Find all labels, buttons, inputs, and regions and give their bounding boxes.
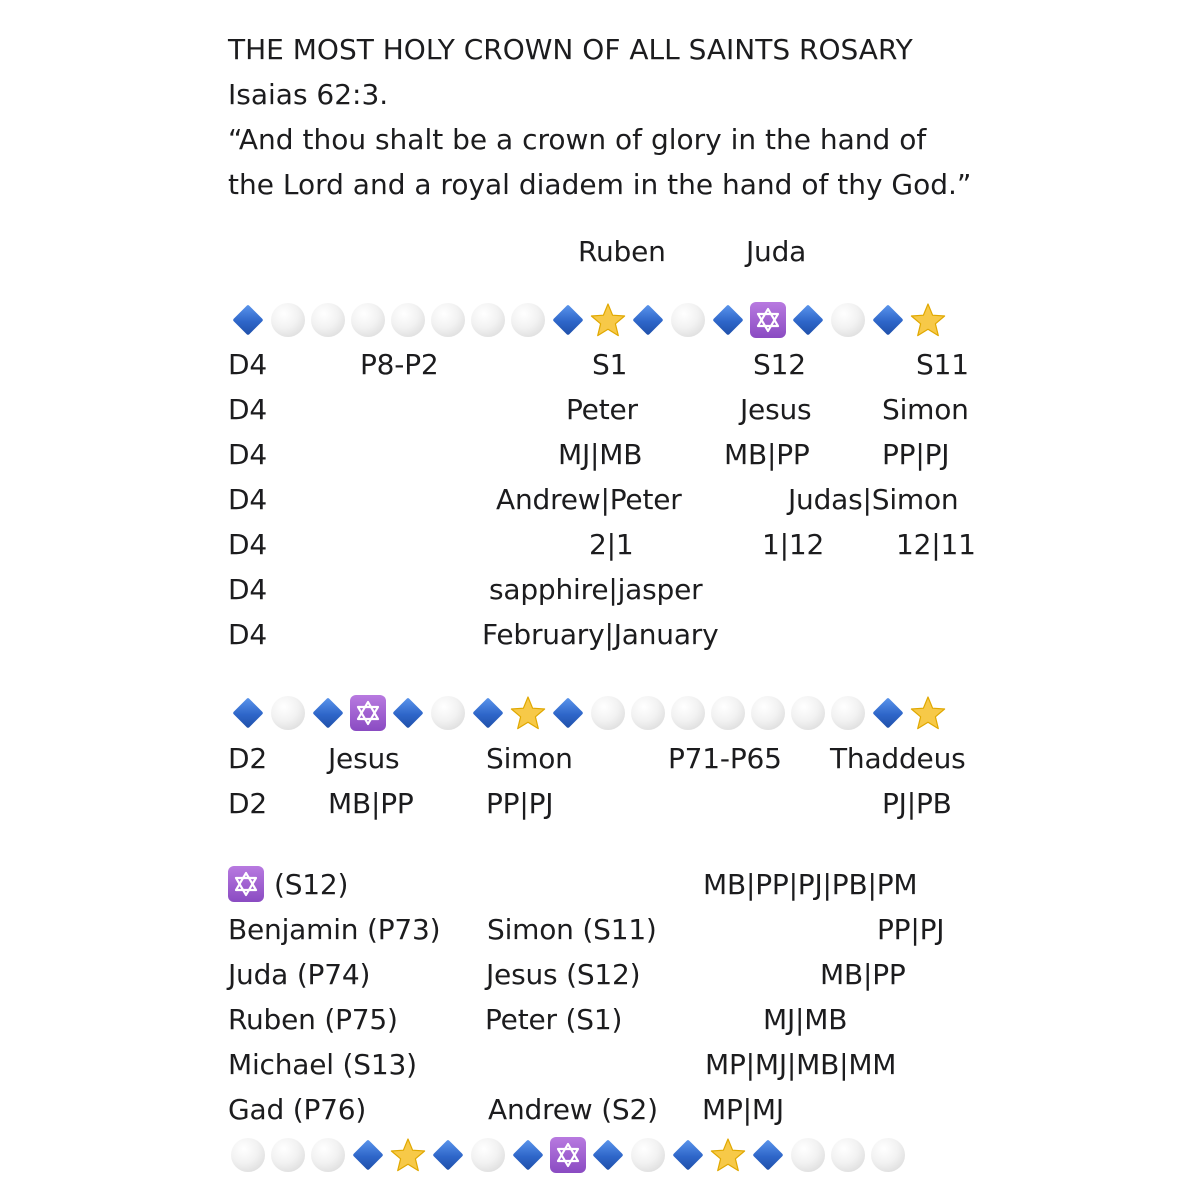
- blue-diamond-icon: [868, 300, 908, 340]
- blue-diamond-icon: [308, 693, 348, 733]
- saint-name: Peter: [566, 393, 638, 426]
- pair-code: MP|MJ: [702, 1093, 784, 1126]
- name-pair: Andrew|Peter: [496, 483, 682, 516]
- blue-diamond-icon: [508, 1135, 548, 1175]
- row-label: D4: [228, 438, 267, 471]
- white-circle-icon: [668, 300, 708, 340]
- document-title: THE MOST HOLY CROWN OF ALL SAINTS ROSARY: [228, 33, 913, 66]
- white-circle-icon: [428, 693, 468, 733]
- blue-diamond-icon: [548, 300, 588, 340]
- quote-line-2: the Lord and a royal diadem in the hand of thy God.”: [228, 168, 972, 201]
- saint-name: Simon: [486, 742, 573, 775]
- name-pair: Judas|Simon: [788, 483, 959, 516]
- white-circle-icon: [748, 693, 788, 733]
- white-circle-icon: [308, 300, 348, 340]
- white-circle-icon: [268, 300, 308, 340]
- row-label: D4: [228, 618, 267, 651]
- stone-pair: sapphire|jasper: [489, 573, 703, 606]
- pair-code: PP|PJ: [882, 438, 950, 471]
- row-label: D4: [228, 528, 267, 561]
- saint-name: Jesus: [328, 742, 400, 775]
- white-circle-icon: [268, 1135, 308, 1175]
- blue-diamond-icon: [468, 693, 508, 733]
- white-circle-icon: [788, 1135, 828, 1175]
- blue-diamond-icon: [428, 1135, 468, 1175]
- pair-code: PP|PJ: [877, 913, 945, 946]
- blue-diamond-icon: [388, 693, 428, 733]
- blue-diamond-icon: [668, 1135, 708, 1175]
- pair-code: MB|PP: [820, 958, 906, 991]
- white-circle-icon: [828, 300, 868, 340]
- row-label: D2: [228, 787, 267, 820]
- star-of-david-icon: [348, 693, 388, 733]
- blue-diamond-icon: [348, 1135, 388, 1175]
- star-icon: [508, 693, 548, 733]
- month-pair: February|January: [482, 618, 719, 651]
- pearl-range: P71-P65: [668, 742, 782, 775]
- blue-diamond-icon: [788, 300, 828, 340]
- blue-diamond-icon: [548, 693, 588, 733]
- white-circle-icon: [788, 693, 828, 733]
- white-circle-icon: [388, 300, 428, 340]
- star-of-david-icon: [228, 866, 264, 902]
- saint-entry: Andrew (S2): [488, 1093, 658, 1126]
- star-of-david-icon: [548, 1135, 588, 1175]
- saint-name: Thaddeus: [830, 742, 966, 775]
- number-pair: 12|11: [896, 528, 976, 561]
- pair-code: MP|MJ|MB|MM: [705, 1048, 897, 1081]
- quote-line-1: “And thou shalt be a crown of glory in the hand of: [228, 123, 927, 156]
- tribe-entry: Michael (S13): [228, 1048, 417, 1081]
- saint-entry: Simon (S11): [487, 913, 657, 946]
- pearl-range: P8-P2: [360, 348, 439, 381]
- star-icon: [908, 693, 948, 733]
- label-ruben: Ruben: [578, 235, 666, 268]
- bead-row-2: [228, 693, 948, 733]
- blue-diamond-icon: [868, 693, 908, 733]
- white-circle-icon: [308, 1135, 348, 1175]
- number-pair: 2|1: [589, 528, 634, 561]
- saint-entry: Jesus (S12): [486, 958, 641, 991]
- star-icon: [708, 1135, 748, 1175]
- blue-diamond-icon: [588, 1135, 628, 1175]
- white-circle-icon: [468, 1135, 508, 1175]
- white-circle-icon: [268, 693, 308, 733]
- saint-code: S12: [753, 348, 806, 381]
- row-label: D4: [228, 483, 267, 516]
- white-circle-icon: [348, 300, 388, 340]
- pair-code: MB|PP: [724, 438, 810, 471]
- blue-diamond-icon: [228, 693, 268, 733]
- tribe-entry: Juda (P74): [228, 958, 371, 991]
- tribe-entry: Gad (P76): [228, 1093, 367, 1126]
- pair-code: MJ|MB: [558, 438, 643, 471]
- white-circle-icon: [668, 693, 708, 733]
- tribe-entry: Benjamin (P73): [228, 913, 441, 946]
- star-icon: [588, 300, 628, 340]
- pair-code: PP|PJ: [486, 787, 554, 820]
- saint-entry: Peter (S1): [485, 1003, 623, 1036]
- saint-name: Jesus: [740, 393, 812, 426]
- row-label: D4: [228, 573, 267, 606]
- white-circle-icon: [588, 693, 628, 733]
- scripture-reference: Isaias 62:3.: [228, 78, 389, 111]
- saint-code: S11: [916, 348, 969, 381]
- s12-label: (S12): [274, 868, 349, 901]
- white-circle-icon: [628, 693, 668, 733]
- saint-name: Simon: [882, 393, 969, 426]
- saint-code: S1: [592, 348, 628, 381]
- label-juda: Juda: [746, 235, 807, 268]
- star-icon: [908, 300, 948, 340]
- blue-diamond-icon: [708, 300, 748, 340]
- white-circle-icon: [828, 693, 868, 733]
- white-circle-icon: [628, 1135, 668, 1175]
- white-circle-icon: [708, 693, 748, 733]
- bead-row-1: [228, 300, 948, 340]
- pair-code: PJ|PB: [882, 787, 952, 820]
- row-label: D4: [228, 348, 267, 381]
- star-of-david-icon: [748, 300, 788, 340]
- star-icon: [388, 1135, 428, 1175]
- pair-code: MJ|MB: [763, 1003, 848, 1036]
- white-circle-icon: [828, 1135, 868, 1175]
- row-label: D4: [228, 393, 267, 426]
- row-label: D2: [228, 742, 267, 775]
- code-chain: MB|PP|PJ|PB|PM: [703, 868, 918, 901]
- white-circle-icon: [428, 300, 468, 340]
- blue-diamond-icon: [628, 300, 668, 340]
- white-circle-icon: [228, 1135, 268, 1175]
- blue-diamond-icon: [748, 1135, 788, 1175]
- tribe-entry: Ruben (P75): [228, 1003, 398, 1036]
- blue-diamond-icon: [228, 300, 268, 340]
- white-circle-icon: [468, 300, 508, 340]
- pair-code: MB|PP: [328, 787, 414, 820]
- white-circle-icon: [868, 1135, 908, 1175]
- bead-row-3: [228, 1135, 908, 1175]
- number-pair: 1|12: [762, 528, 825, 561]
- white-circle-icon: [508, 300, 548, 340]
